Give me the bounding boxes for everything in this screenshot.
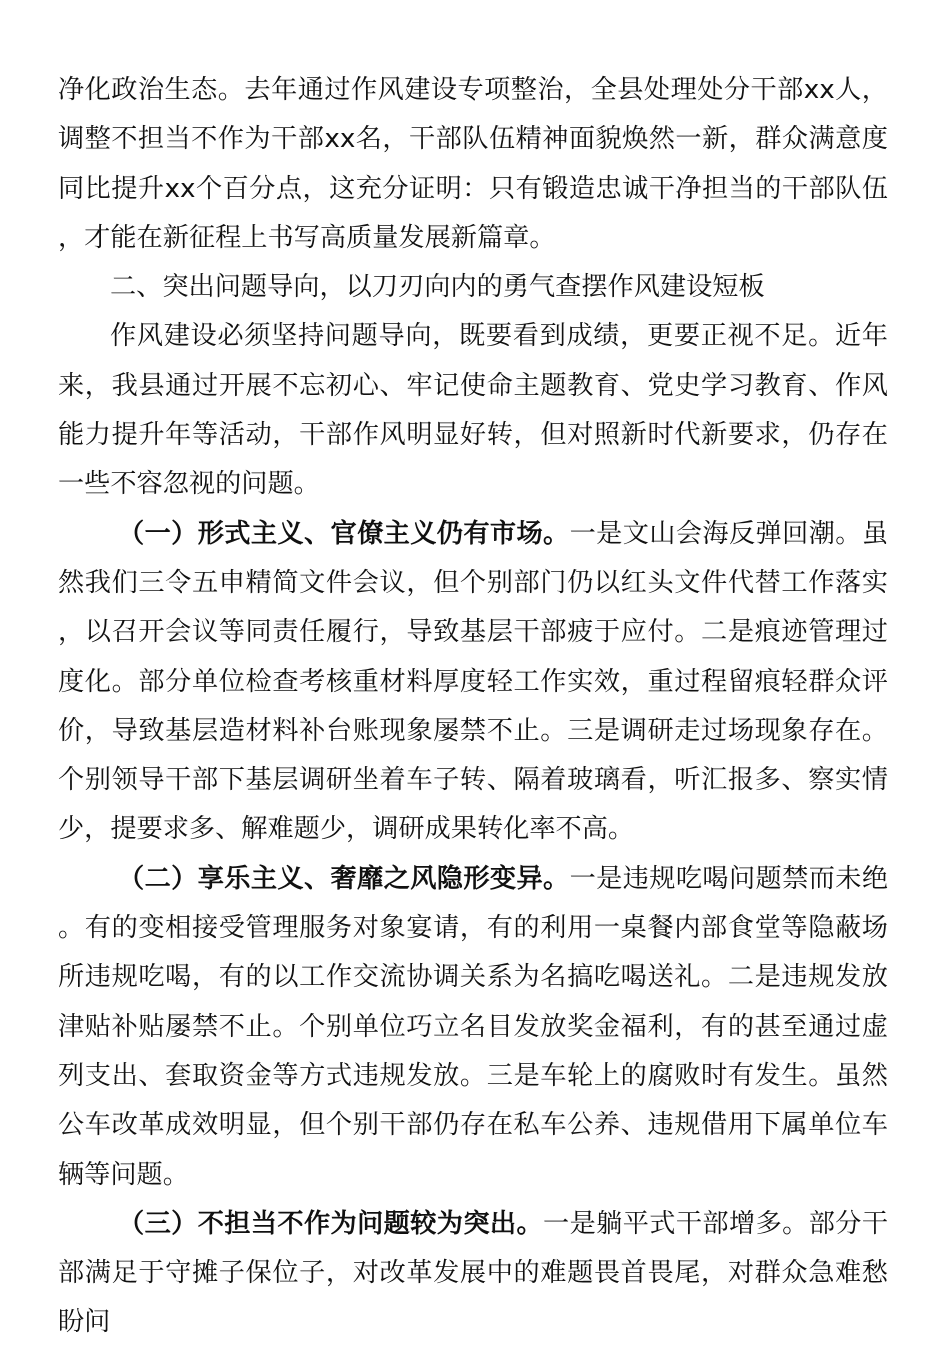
paragraph-subsection-2 bbox=[58, 855, 888, 1200]
subsection-2-body: 一是违规吃喝问题禁而未绝。有的变相接受管理服务对象宴请，有的利用一桌餐内部食堂等隐蔽场所违规吃喝，有的以工作交流协调关系为名搞吃喝送礼。二是违规发放津贴补贴屡禁不止。个别单位巧立名目发放奖金福利，有的甚至通过虚列支出、套取资金等方式违规发放。三是车轮上的腐败时有发生。虽然公车改革成效明显，但个别干部仍存在私车公养、违规借用下属单位车辆等问题。 bbox=[58, 863, 889, 1190]
subsection-2-title: （二）享乐主义、奢靡之风隐形变异。 bbox=[118, 863, 570, 894]
subsection-1-title: （一）形式主义、官僚主义仍有市场。 bbox=[118, 518, 570, 549]
section-heading: 二、突出问题导向，以刀刃向内的勇气查摆作风建设短板 bbox=[110, 272, 765, 303]
paragraph-subsection-3 bbox=[58, 1200, 888, 1348]
subsection-3-title: （三）不担当不作为问题较为突出。 bbox=[118, 1208, 544, 1239]
document-body bbox=[58, 66, 888, 1348]
paragraph-continuation: 净化政治生态。去年通过作风建设专项整治，全县处理处分干部xx人，调整不担当不作为干部xx名，干部队伍精神面貌焕然一新，群众满意度同比提升xx个百分点，这充分证明：只有锻造忠诚干净担当的干部队伍，才能在新征程上书写高质量发展新篇章。 bbox=[58, 75, 888, 253]
paragraph-intro: 作风建设必须坚持问题导向，既要看到成绩，更要正视不足。近年来，我县通过开展不忘初心、牢记使命主题教育、党史学习教育、作风能力提升年等活动，干部作风明显好转，但对照新时代新要求，仍存在一些不容忽视的问题。 bbox=[58, 321, 888, 500]
subsection-1-body: 一是文山会海反弹回潮。虽然我们三令五申精简文件会议，但个别部门仍以红头文件代替工作落实，以召开会议等同责任履行，导致基层干部疲于应付。二是痕迹管理过度化。部分单位检查考核重材料厚度轻工作实效，重过程留痕轻群众评价，导致基层造材料补台账现象屡禁不止。三是调研走过场现象存在。个别领导干部下基层调研坐着车子转、隔着玻璃看，听汇报多、察实情少，提要求多、解难题少，调研成果转化率不高。 bbox=[58, 518, 889, 845]
subsection-3-body: 一是躺平式干部增多。部分干部满足于守摊子保位子，对改革发展中的难题畏首畏尾，对群众急难愁盼问 bbox=[58, 1208, 889, 1338]
paragraph-subsection-1 bbox=[58, 510, 888, 855]
